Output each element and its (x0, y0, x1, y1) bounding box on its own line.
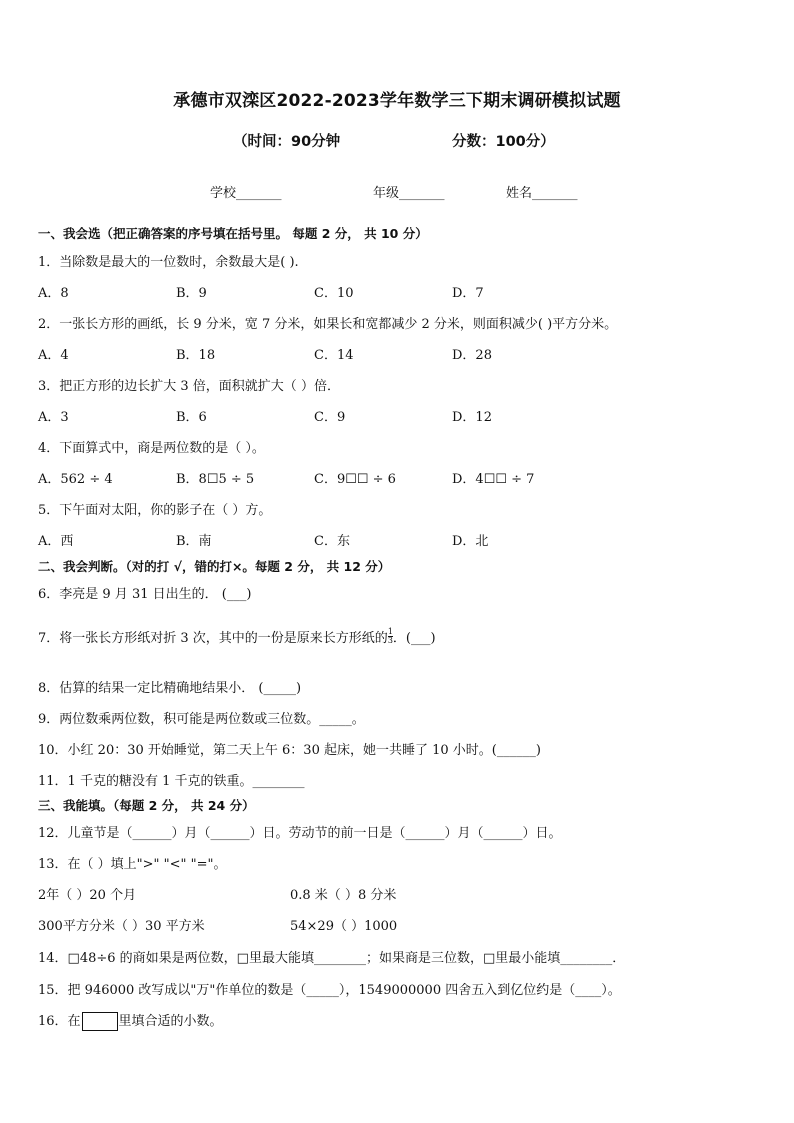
option-a[interactable]: A．8 (38, 286, 69, 301)
option-c[interactable]: C．9☐☐ ÷ 6 (314, 472, 396, 487)
question-4: 4．下面算式中，商是两位数的是（ ）。 (38, 441, 265, 456)
option-a[interactable]: A．562 ÷ 4 (38, 472, 113, 487)
option-c[interactable]: C．14 (314, 348, 354, 363)
option-c[interactable]: C．东 (314, 534, 350, 549)
option-d[interactable]: D．4☐☐ ÷ 7 (452, 472, 535, 487)
option-d[interactable]: D．28 (452, 348, 492, 363)
option-a[interactable]: A．4 (38, 348, 69, 363)
option-b[interactable]: B．8☐5 ÷ 5 (176, 472, 255, 487)
answer-box[interactable] (82, 1012, 118, 1031)
fraction-denominator: 3 (387, 636, 393, 645)
question-7-text: 7．将一张长方形纸对折 3 次，其中的一份是原来长方形纸的 (38, 631, 388, 646)
option-b[interactable]: B．18 (176, 348, 216, 363)
option-c[interactable]: C．10 (314, 286, 354, 301)
question-5: 5．下午面对太阳，你的影子在（ ）方。 (38, 503, 272, 518)
grade-field[interactable]: 年级_______ (373, 186, 445, 201)
question-11: 11．1 千克的糖没有 1 千克的铁重。________ (38, 774, 305, 789)
section-heading: 一、我会选（把正确答案的序号填在括号里。 每题 2 分， 共 10 分） (38, 226, 428, 241)
option-d[interactable]: D．7 (452, 286, 484, 301)
section-heading: 三、我能填。（每题 2 分， 共 24 分） (38, 798, 255, 813)
question-3: 3．把正方形的边长扩大 3 倍，面积就扩大（ ）倍． (38, 379, 340, 394)
fraction-numerator: 1 (387, 627, 393, 636)
question-16-text-end: 里填合适的小数。 (118, 1014, 223, 1029)
question-8: 8．估算的结果一定比精确地结果小． (_____) (38, 681, 302, 696)
school-field[interactable]: 学校_______ (210, 186, 282, 201)
question-16-text: 16．在 (38, 1014, 81, 1029)
question-7-answer[interactable]: ．(___) (392, 631, 436, 646)
question-2: 2．一张长方形的画纸，长 9 分米，宽 7 分米，如果长和宽都减少 2 分米，则面积减少( )平方分米。 (38, 317, 618, 332)
option-d[interactable]: D．北 (452, 534, 489, 549)
exam-score: 分数：100分） (452, 134, 555, 150)
option-d[interactable]: D．12 (452, 410, 492, 425)
question-6: 6．李亮是 9 月 31 日出生的． (___) (38, 587, 252, 602)
question-16 (38, 1010, 223, 1031)
page-title: 承德市双滦区2022-2023学年数学三下期末调研模拟试题 (173, 91, 621, 111)
option-a[interactable]: A．西 (38, 534, 74, 549)
question-12: 12．儿童节是（______）月（______）日。劳动节的前一日是（______）月（______）日。 (38, 826, 562, 841)
option-a[interactable]: A．3 (38, 410, 69, 425)
question-13: 13．在（ ）填上">" "<" "="。 (38, 857, 227, 872)
question-13-item-d: 54×29（ ）1000 (290, 919, 398, 934)
question-14: 14．□48÷6 的商如果是两位数，□里最大能填________；如果商是三位数，□里最小能填________． (38, 951, 626, 966)
question-13-item-c: 300平方分米（ ）30 平方米 (38, 919, 205, 934)
fraction (388, 628, 393, 645)
option-b[interactable]: B．9 (176, 286, 207, 301)
exam-time: （时间：90分钟 (233, 134, 341, 150)
section-heading: 二、我会判断。（对的打 √，错的打×。每题 2 分， 共 12 分） (38, 559, 391, 574)
option-b[interactable]: B．6 (176, 410, 207, 425)
name-field[interactable]: 姓名_______ (506, 186, 578, 201)
question-7 (38, 627, 436, 647)
question-15: 15．把 946000 改写成以"万"作单位的数是（_____），1549000000 四舍五入到亿位约是（____）。 (38, 983, 621, 998)
question-10: 10．小红 20：30 开始睡觉，第二天上午 6：30 起床，她一共睡了 10 小时。(______) (38, 743, 541, 758)
question-9: 9．两位数乘两位数，积可能是两位数或三位数。_____。 (38, 712, 365, 727)
question-13-item-a: 2年（ ）20 个月 (38, 888, 137, 903)
option-b[interactable]: B．南 (176, 534, 212, 549)
question-13-item-b: 0.8 米（ ）8 分米 (290, 888, 397, 903)
option-c[interactable]: C．9 (314, 410, 346, 425)
question-1: 1．当除数是最大的一位数时，余数最大是( ). (38, 255, 299, 270)
